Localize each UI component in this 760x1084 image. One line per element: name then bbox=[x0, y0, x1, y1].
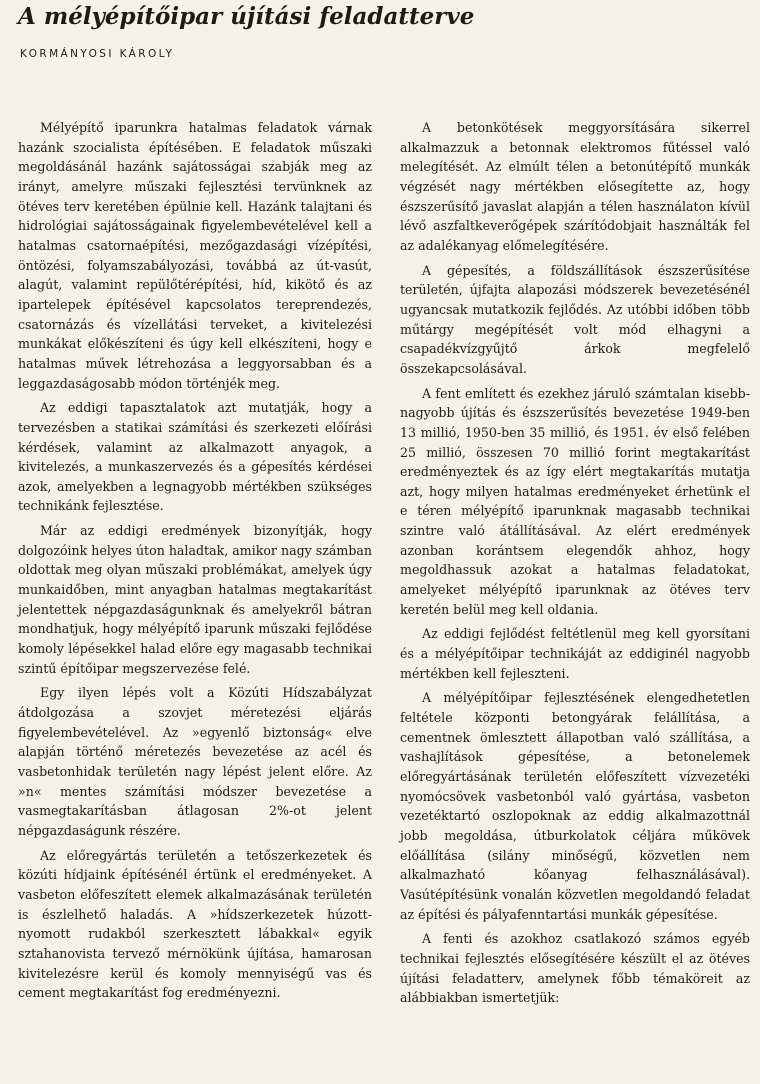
right-column bbox=[400, 118, 750, 1013]
paragraph: A mélyépítőipar fejlesztésének elengedhetetlen feltétele központi betongyárak felállítása, a cementnek ömlesztett állapotban való szállítása, a vashajlítások gépesítése, a betonelemek előregyártásának területén előfeszített vízvezetéki nyomócsövek vasbetonból való gyártása, vasbeton vezetéktartó oszlopoknak az eddig alkalmazottnál jobb megoldása, útburkolatok céljára műkövek előállítása (silány minőségű, közvetlen nem alkalmazható kőanyag felhasználásával). Vasútépítésünk vonalán közvetlen megoldandó feladat az építési és pályafenntartási munkák gépesítése. bbox=[400, 690, 750, 922]
left-column bbox=[18, 118, 372, 1008]
article-title: A mélyépítőipar újítási feladatterve bbox=[18, 3, 475, 30]
paragraph: A gépesítés, a földszállítások észszerűsítése területén, újfajta alapozási módszerek bevezetésénél ugyancsak mutatkozik fejlődés. Az utóbbi időben több műtárgy megépítését volt mód elhagyni a csapadékvízgyűjtő árkok megfelelő összekapcsolásával. bbox=[400, 262, 750, 376]
paragraph: Az eddigi fejlődést feltétlenül meg kell gyorsítani és a mélyépítőipar technikáját az eddiginél nagyobb mértékben kell fejleszteni. bbox=[400, 626, 750, 681]
paragraph: Már az eddigi eredmények bizonyítják, hogy dolgozóink helyes úton haladtak, amikor nagy számban oldottak meg olyan műszaki problémákat, amelyek úgy munkaidőben, mint anyagban hatalmas megtakarítást jelentettek népgazdaságunknak és amelyekről bátran mondhatjuk, hogy mélyépítő iparunk műszaki fejlődése komoly lépésekkel halad előre egy magasabb technikai szintű építőipar megszervezése felé. bbox=[18, 523, 372, 676]
paragraph: Egy ilyen lépés volt a Közúti Hídszabályzat átdolgozása a szovjet méretezési eljárás figyelembevételével. Az »egyenlő biztonság« elve alapján történő méretezés bevezetése az acél és vasbetonhidak területén nagy lépést jelent előre. Az »n« mentes számítási módszer bevezetése a vasmegtakarításban átlagosan 2%-ot jelent népgazdaságunk részére. bbox=[18, 685, 372, 838]
paragraph: Mélyépítő iparunkra hatalmas feladatok várnak hazánk szocialista építésében. E feladatok műszaki megoldásánál hazánk sajátosságai szabják meg az irányt, amelyre műszaki fejlesztési tervünknek az ötéves terv keretében épülnie kell. Hazánk talajtani és hidrológiai sajátosságainak figyelembevételével kell a hatalmas csatornaépítési, mezőgazdasági vízépítési, öntözési, folyamszabályozási, továbbá az út-vasút, alagút, valamint repülőtérépítési, híd, kikötő és az ipartelepek építésével kapcsolatos tereprendezés, csatornázás és vízellátási terveket, a kivitelezési munkákat előkészíteni és úgy kell elkészíteni, hogy e hatalmas művek létrehozása a leggyorsabban és a leggazdaságosabb módon történjék meg. bbox=[18, 120, 372, 391]
paragraph: Az eddigi tapasztalatok azt mutatják, hogy a tervezésben a statikai számítási és szerkezeti előírási kérdések, valamint az alkalmazott anyagok, a kivitelezés, a munkaszervezés és a gépesítés kérdései azok, amelyekben a legnagyobb mértékben szükséges technikánk fejlesztése. bbox=[18, 400, 372, 514]
paragraph: A fenti és azokhoz csatlakozó számos egyéb technikai fejlesztés elősegítésére készült el az ötéves újítási feladatterv, amelynek főbb témaköreit az alábbiakban ismertetjük: bbox=[400, 931, 750, 1006]
paragraph: Az előregyártás területén a tetőszerkezetek és közúti hídjaink építésénél értünk el eredményeket. A vasbeton előfeszített elemek alkalmazásának területén is észlelhető haladás. A »hídszerkezetek húzott-nyomott rudakból szerkesztett lábakkal« egyik sztahanovista tervező mérnökünk újítása, hamarosan kivitelezésre kerül és komoly mennyiségű vas és cement megtakarítást fog eredményezni. bbox=[18, 847, 372, 1001]
article-author: KORMÁNYOSI KÁROLY bbox=[20, 48, 175, 60]
paragraph: A betonkötések meggyorsítására sikerrel alkalmazzuk a betonnak elektromos fűtéssel való melegítését. Az elmúlt télen a betonútépítő munkák végzését nagy mértékben elősegítette az, hogy észszerűsítő javaslat alapján a télen használaton kívül lévő aszfaltkeverőgépek szárítódobjait használták fel az adalékanyag előmelegítésére. bbox=[400, 120, 750, 253]
paragraph: A fent említett és ezekhez járuló számtalan kisebb-nagyobb újítás és észszerűsítés bevezetése 1949-ben 13 millió, 1950-ben 35 millió, és 1951. év első felében 25 millió, összesen 70 millió forint megtakarítást eredményeztek és az így elért megtakarítás mutatja azt, hogy milyen hatalmas eredményeket érhetünk el e téren mélyépítő iparunknak magasabb technikai szintre való átállításával. Az elért eredmények azonban korántsem elegendők ahhoz, hogy megoldhassuk azokat a hatalmas feladatokat, amelyeket mélyépítő iparunknak az ötéves terv keretén belül meg kell oldania. bbox=[400, 385, 750, 617]
